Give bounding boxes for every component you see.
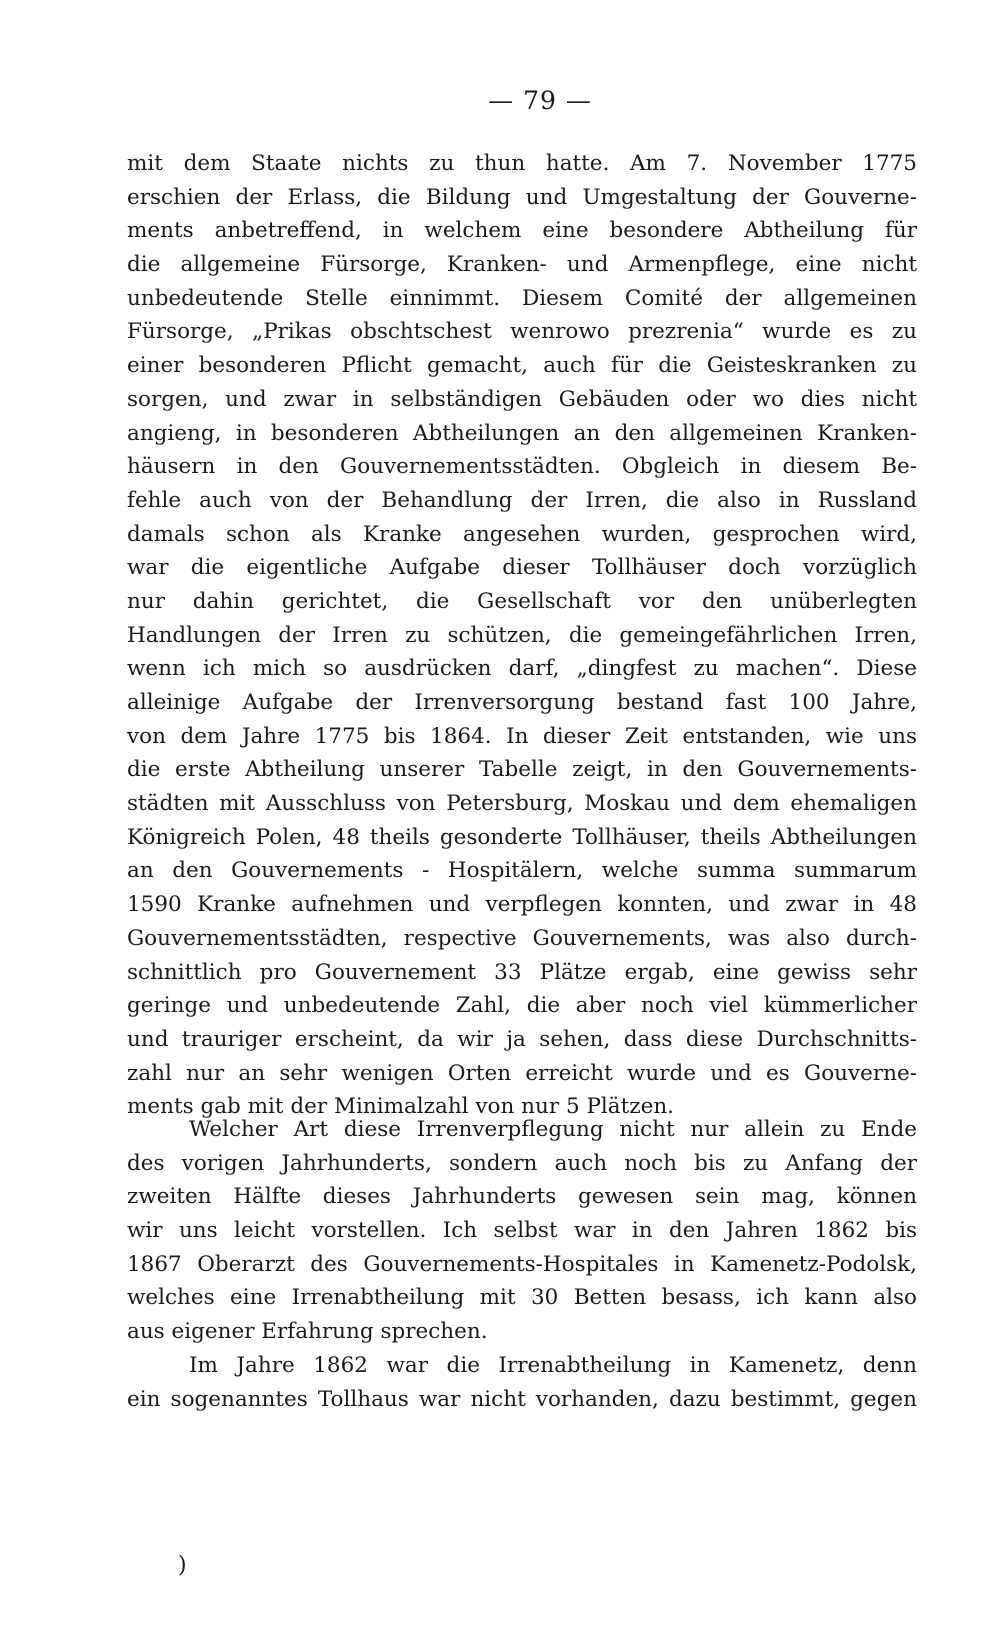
text-line: unbedeutende Stelle einnimmt. Diesem Comité der allgemeinen — [127, 285, 917, 311]
text-line: Im Jahre 1862 war die Irrenabtheilung in Kamenetz, denn — [189, 1353, 917, 1378]
text-line: städten mit Ausschluss von Petersburg, Moskau und dem ehemaligen — [127, 791, 917, 817]
text-line: von dem Jahre 1775 bis 1864. In dieser Zeit entstanden, wie uns — [127, 723, 917, 749]
text-line: damals schon als Kranke angesehen wurden, gesprochen wird, — [127, 521, 917, 547]
text-line: Königreich Polen, 48 theils gesonderte Tollhäuser, theils Abtheilungen — [127, 824, 917, 850]
text-line: ments anbetreffend, in welchem eine besondere Abtheilung für — [127, 218, 917, 244]
text-line: zahl nur an sehr wenigen Orten erreicht wurde und es Gouverne- — [127, 1060, 917, 1086]
text-line: einer besonderen Pflicht gemacht, auch für die Geisteskranken zu — [127, 353, 917, 379]
text-line: 1590 Kranke aufnehmen und verpflegen konnten, und zwar in 48 — [127, 892, 917, 918]
text-line: wenn ich mich so ausdrücken darf, „dingfest zu machen“. Diese — [127, 656, 917, 682]
text-line: Handlungen der Irren zu schützen, die gemeingefährlichen Irren, — [127, 622, 917, 648]
text-line: Fürsorge, „Prikas obschtschest wenrowo prezrenia“ wurde es zu — [127, 319, 917, 345]
page-number: — 79 — — [488, 86, 592, 115]
text-line: die allgemeine Fürsorge, Kranken- und Armenpflege, eine nicht — [127, 252, 917, 278]
text-line: angieng, in besonderen Abtheilungen an den allgemeinen Kranken- — [127, 420, 917, 446]
text-line: erschien der Erlass, die Bildung und Umgestaltung der Gouverne- — [127, 184, 917, 210]
text-line: 1867 Oberarzt des Gouvernements-Hospitales in Kamenetz-Podolsk, — [127, 1251, 917, 1277]
text-line: die erste Abtheilung unserer Tabelle zeigt, in den Gouvernements- — [127, 757, 917, 783]
text-line: wir uns leicht vorstellen. Ich selbst war in den Jahren 1862 bis — [127, 1218, 917, 1244]
text-line: ments gab mit der Minimalzahl von nur 5 Plätzen. — [127, 1094, 675, 1120]
text-line: geringe und unbedeutende Zahl, die aber noch viel kümmerlicher — [127, 993, 917, 1019]
text-line: mit dem Staate nichts zu thun hatte. Am 7. November 1775 — [127, 151, 917, 176]
text-line: schnittlich pro Gouvernement 33 Plätze ergab, eine gewiss sehr — [127, 959, 917, 985]
text-line: aus eigener Erfahrung sprechen. — [127, 1319, 488, 1345]
text-line: Welcher Art diese Irrenverpflegung nicht nur allein zu Ende — [189, 1117, 917, 1142]
text-line: alleinige Aufgabe der Irrenversorgung bestand fast 100 Jahre, — [127, 690, 917, 715]
text-line: war die eigentliche Aufgabe dieser Tollhäuser doch vorzüglich — [127, 555, 917, 581]
text-line: welches eine Irrenabtheilung mit 30 Betten besass, ich kann also — [127, 1285, 917, 1311]
paragraph-1 — [127, 147, 917, 1124]
text-line: und trauriger erscheint, da wir ja sehen, dass diese Durchschnitts- — [127, 1026, 917, 1052]
text-line: zweiten Hälfte dieses Jahrhunderts gewesen sein mag, können — [127, 1184, 917, 1210]
text-line: sorgen, und zwar in selbständigen Gebäuden oder wo dies nicht — [127, 386, 917, 412]
paragraph-2 — [127, 1113, 917, 1349]
text-line: häusern in den Gouvernementsstädten. Obgleich in diesem Be- — [127, 454, 917, 480]
text-line: Gouvernementsstädten, respective Gouvernements, was also durch- — [127, 925, 917, 951]
stray-mark: ) — [178, 1553, 187, 1578]
text-line: an den Gouvernements - Hospitälern, welche summa summarum — [127, 858, 917, 884]
text-line: fehle auch von der Behandlung der Irren, die also in Russland — [127, 487, 917, 513]
text-line: ein sogenanntes Tollhaus war nicht vorhanden, dazu bestimmt, gegen — [127, 1386, 917, 1412]
paragraph-3 — [127, 1349, 917, 1416]
text-line: nur dahin gerichtet, die Gesellschaft vor den unüberlegten — [127, 588, 917, 614]
text-line: des vorigen Jahrhunderts, sondern auch noch bis zu Anfang der — [127, 1150, 917, 1176]
